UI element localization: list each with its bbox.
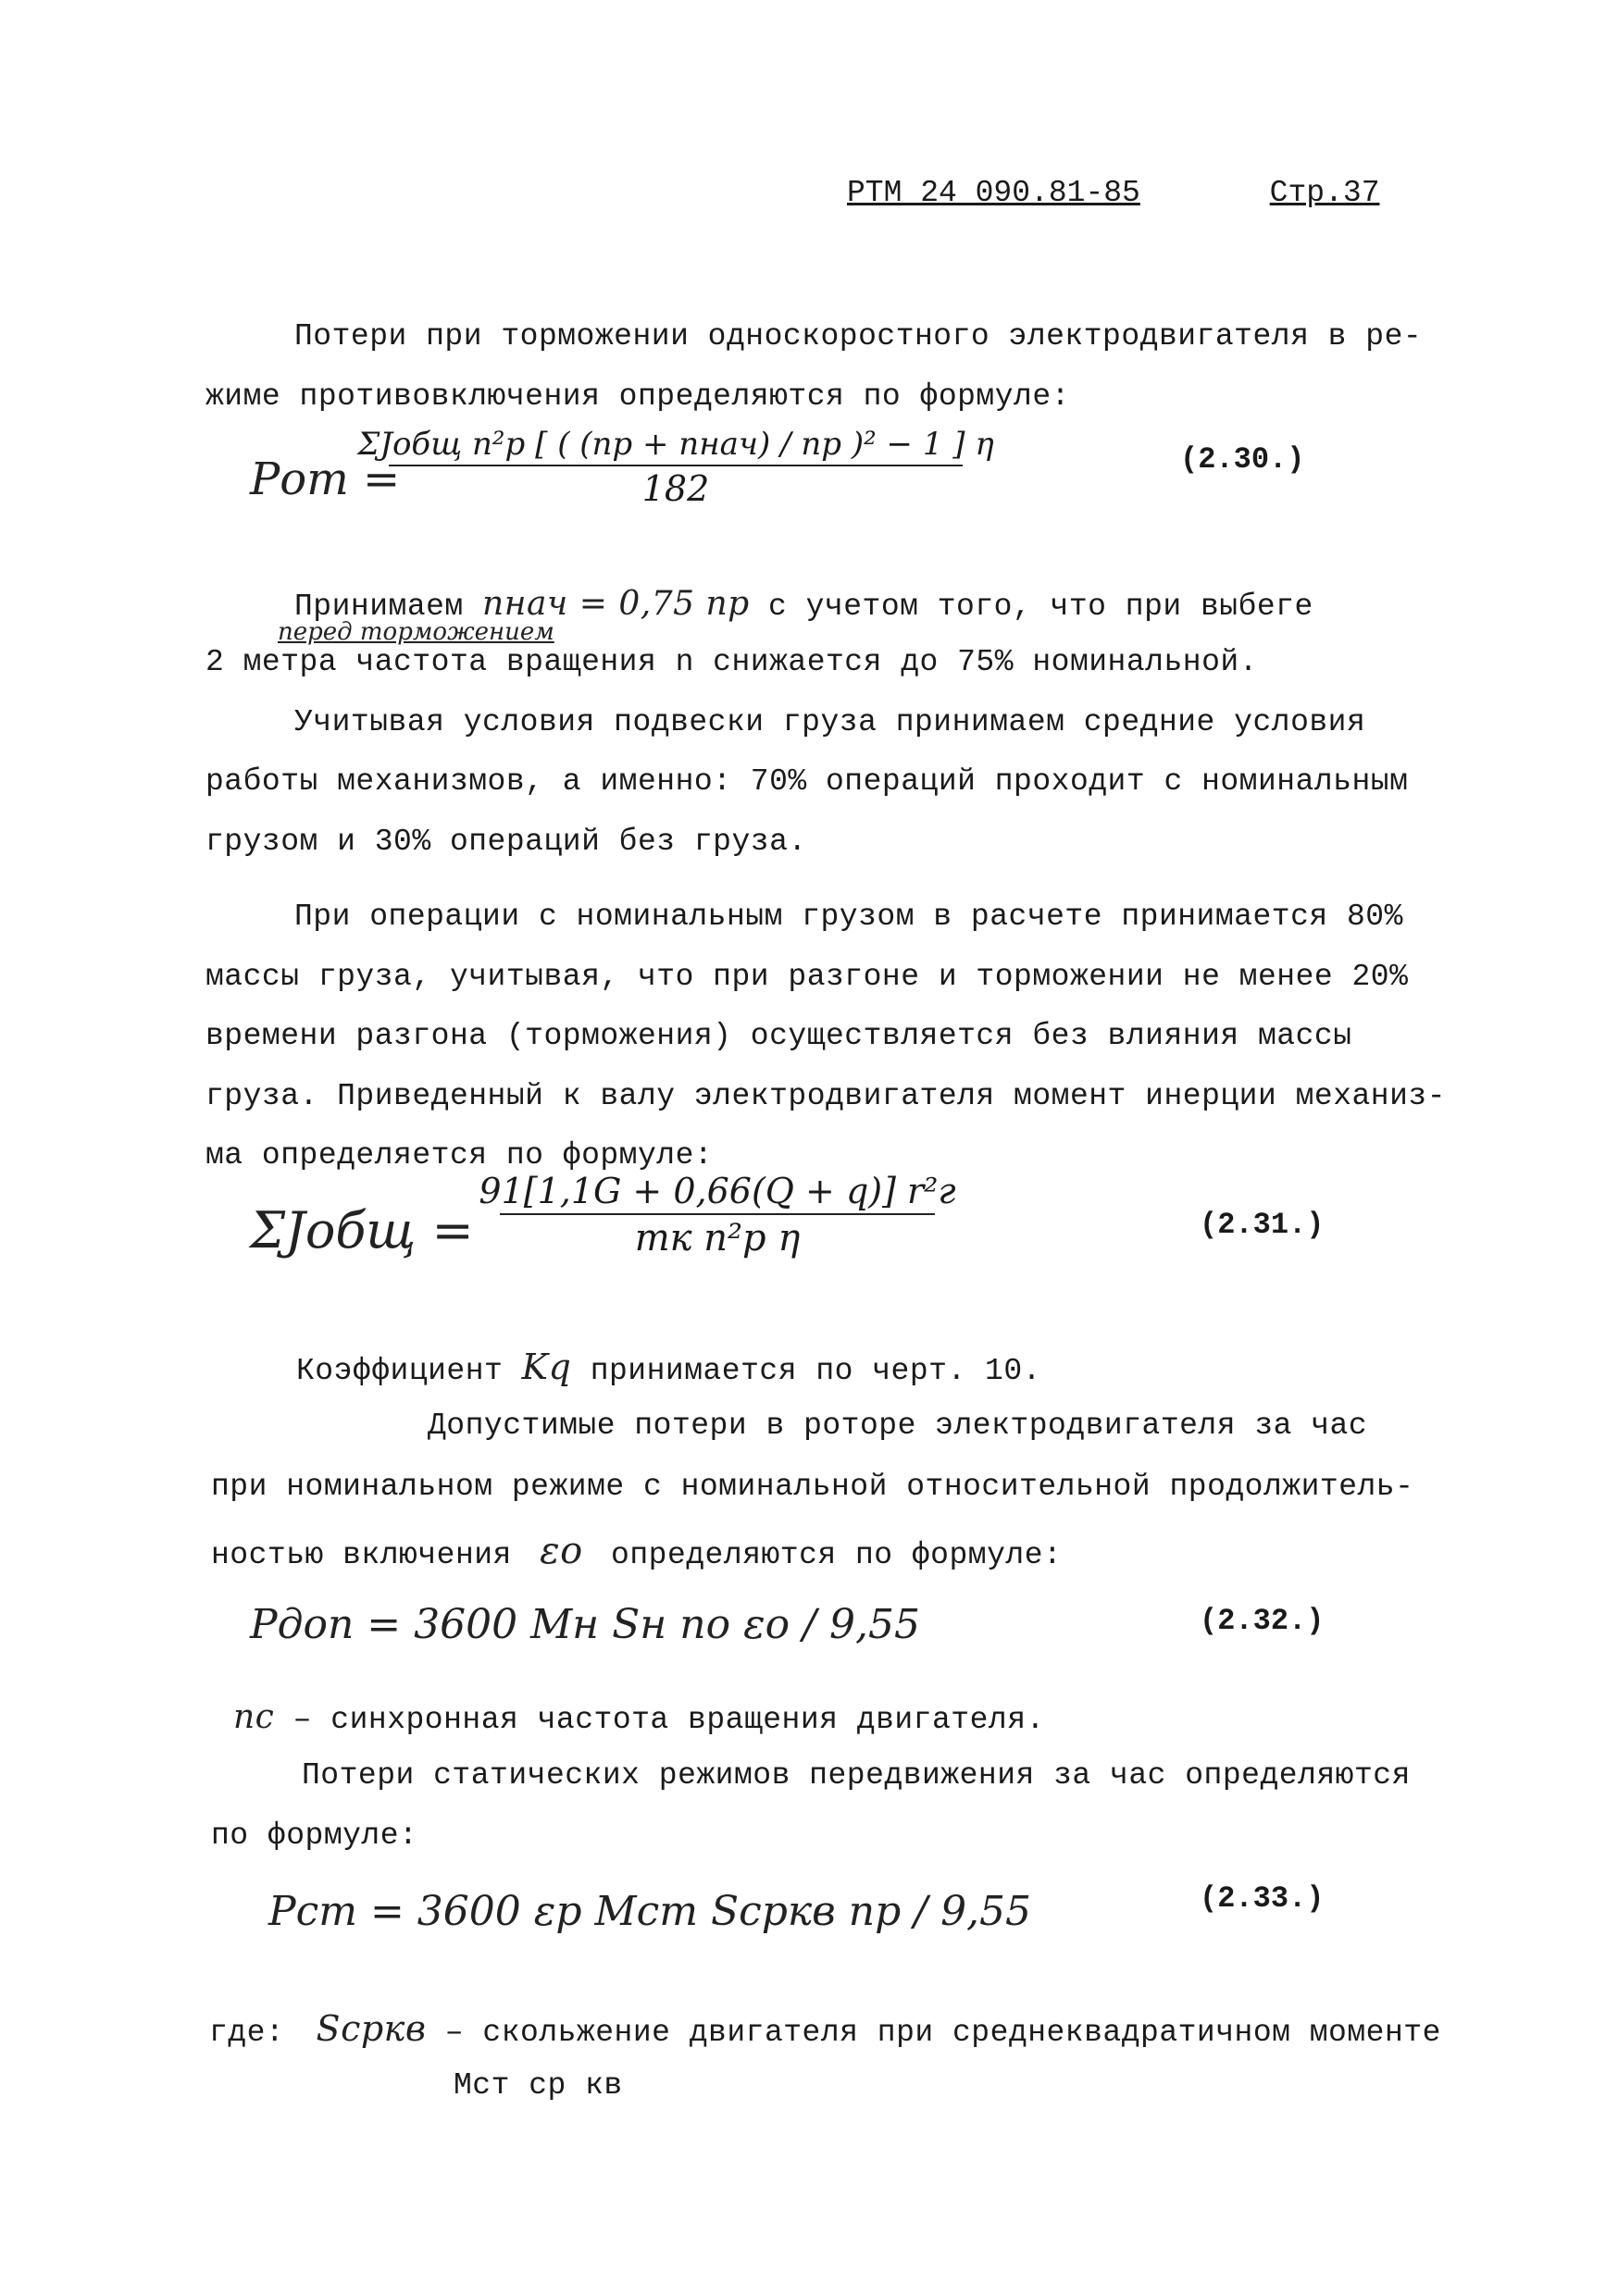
formula-2-31-number: (2.31.) <box>1200 1208 1325 1242</box>
handwritten-insert: перед торможением <box>278 618 554 646</box>
formula-2-33-number: (2.33.) <box>1200 1881 1325 1916</box>
sync-frequency-symbol: nс <box>233 1698 275 1736</box>
formula-2-33-expression: Pст = 3600 εр Mст Sсркв nр / 9,55 <box>268 1888 1032 1935</box>
formula-2-30-fraction-bar <box>389 465 963 466</box>
para2-line1-pre: Принимаем <box>294 590 464 624</box>
para2-line1-post: с учетом того, что при выбеге <box>768 590 1313 624</box>
formula-2-30-numerator: ΣJобщ n²р [ ( (nр + nнач) / nр )² − 1 ] η <box>357 426 994 463</box>
para4-line1: При операции с номинальным грузом в расчете принимается 80% <box>294 900 1403 934</box>
formula-2-31-fraction-bar <box>500 1213 935 1215</box>
para3-line1: Учитывая условия подвески груза принимаем средние условия <box>294 705 1366 739</box>
document-reference: РТМ 24 090.81-85 <box>847 176 1140 210</box>
formula-2-30-number: (2.30.) <box>1180 442 1305 477</box>
para4-line4: груза. Приведенный к валу электродвигателя момент инерции механиз- <box>205 1079 1447 1113</box>
para5-line4-post: определяются по формуле: <box>611 1538 1063 1572</box>
formula-2-30-denominator: 182 <box>641 468 710 509</box>
para3-line3: грузом и 30% операций без груза. <box>205 825 807 859</box>
para8-text: – скольжение двигателя при среднеквадратичном моменте <box>444 2016 1441 2050</box>
para5-line1-pre: Коэффициент <box>296 1354 504 1388</box>
formula-2-32-number: (2.32.) <box>1200 1604 1325 1638</box>
formula-2-30-lhs: Pот = <box>250 453 401 505</box>
para8-pre: где: <box>209 2016 285 2050</box>
para5-line4-pre: ностью включения <box>211 1538 512 1572</box>
para4-line5: ма определяется по формуле: <box>205 1138 714 1173</box>
para5-line3: при номинальном режиме с номинальной относительной продолжитель- <box>211 1470 1414 1504</box>
para4-line2: массы груза, учитывая, что при разгоне и торможении не менее 20% <box>205 960 1409 994</box>
formula-2-32-expression: Pдоп = 3600 Mн Sн nо εо / 9,55 <box>250 1601 920 1648</box>
para5-line4 <box>211 1530 1062 1572</box>
para8-line1 <box>209 2008 1441 2050</box>
slip-symbol: Sсркв <box>316 2008 427 2049</box>
para5-line2: Допустимые потери в роторе электродвигателя за час <box>428 1409 1368 1443</box>
para2-formula: nнач = 0,75 nр <box>482 585 750 623</box>
page-number: Стр.37 <box>1269 176 1380 210</box>
para4-line3: времени разгона (торможения) осуществляется без влияния массы <box>205 1019 1352 1053</box>
para8-line2: Мст ср кв <box>454 2068 623 2103</box>
para1-line1: Потери при торможении односкоростного электродвигателя в ре- <box>294 319 1423 354</box>
para7-line1: Потери статических режимов передвижения за час определяются <box>302 1758 1411 1793</box>
coefficient-symbol: Kq <box>521 1347 572 1387</box>
para6-text: – синхронная частота вращения двигателя. <box>292 1703 1045 1737</box>
formula-2-31-lhs: ΣJобщ = <box>250 1201 474 1260</box>
para5-line1 <box>296 1347 1041 1388</box>
formula-2-31-numerator: 91[1,1G + 0,66(Q + q)] r²г <box>479 1171 956 1211</box>
formula-2-31-fraction <box>479 1171 956 1260</box>
formula-2-30-fraction <box>357 426 994 509</box>
para2-line2: 2 метра частота вращения n снижается до 75% номинальной. <box>205 645 1258 679</box>
epsilon-symbol: εо <box>540 1530 583 1572</box>
para3-line2: работы механизмов, а именно: 70% операций проходит с номинальным <box>205 764 1409 799</box>
para6-line <box>233 1698 1045 1737</box>
para7-line2: по формуле: <box>211 1818 418 1853</box>
formula-2-31-denominator: mк n²р η <box>634 1217 801 1260</box>
page-header <box>847 176 1380 210</box>
para5-line1-post: принимается по черт. 10. <box>590 1354 1041 1388</box>
para1-line2: жиме противовключения определяются по формуле: <box>205 379 1070 414</box>
